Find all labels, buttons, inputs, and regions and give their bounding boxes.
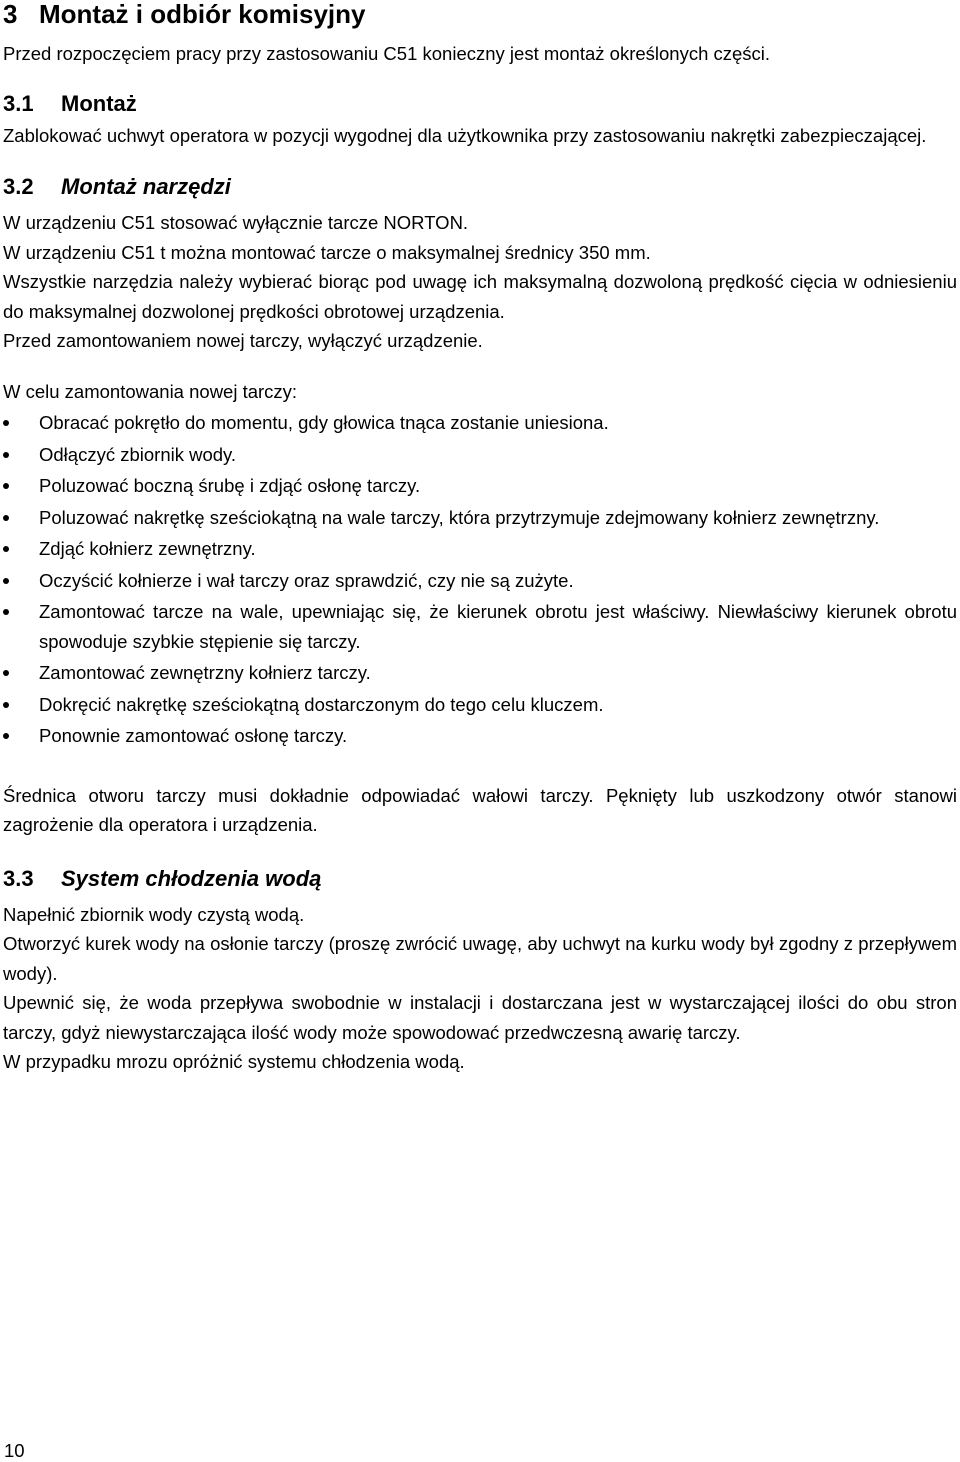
bullet-icon	[3, 609, 9, 615]
section-3-title: Montaż i odbiór komisyjny	[39, 0, 366, 29]
section-3-heading	[3, 1, 957, 27]
bullet-icon	[3, 670, 9, 676]
section-3-number: 3	[3, 0, 18, 29]
section-3-1-number: 3.1	[3, 90, 34, 116]
section-3-2-note: Średnica otworu tarczy musi dokładnie odpowiadać wałowi tarczy. Pęknięty lub uszkodzony otwór stanowi zagrożenie dla operatora i urządzenia.	[3, 784, 957, 835]
section-3-1-text: Zablokować uchwyt operatora w pozycji wygodnej dla użytkownika przy zastosowaniu nakrętki zabezpieczającej.	[3, 124, 927, 146]
list-item: Poluzować nakrętkę sześciokątną na wale tarczy, która przytrzymuje zdejmowany kołnierz zewnętrzny.	[3, 503, 957, 533]
section-3-1-title: Montaż	[61, 90, 137, 116]
mounting-steps-list	[3, 408, 957, 751]
list-item: Zamontować zewnętrzny kołnierz tarczy.	[3, 658, 957, 688]
bullet-icon	[3, 452, 9, 458]
list-item: Zdjąć kołnierz zewnętrzny.	[3, 534, 957, 564]
bullet-icon	[3, 702, 9, 708]
section-3-3-paragraph-3: Upewnić się, że woda przepływa swobodnie w instalacji i dostarczana jest w wystarczającej ilości do obu stron tarczy, gdyż niewystarczająca ilość wody może spowodować przedwczesną awarię tarczy.	[3, 992, 957, 1043]
bullet-icon	[3, 515, 9, 521]
list-item: Obracać pokrętło do momentu, gdy głowica tnąca zostanie uniesiona.	[3, 408, 957, 438]
section-3-2-title: Montaż narzędzi	[61, 174, 231, 199]
list-item: Ponownie zamontować osłonę tarczy.	[3, 721, 957, 751]
list-item: Dokręcić nakrętkę sześciokątną dostarczonym do tego celu kluczem.	[3, 690, 957, 720]
section-3-3-heading	[3, 866, 957, 892]
bullet-icon	[3, 483, 9, 489]
bullet-icon	[3, 578, 9, 584]
section-3-3-paragraph-4: W przypadku mrozu opróżnić systemu chłodzenia wodą.	[3, 1051, 465, 1072]
section-3-3-number: 3.3	[3, 865, 34, 891]
list-item: Poluzować boczną śrubę i zdjąć osłonę tarczy.	[3, 471, 957, 501]
section-3-2-paragraph-3: Wszystkie narzędzia należy wybierać biorąc pod uwagę ich maksymalną dozwoloną prędkość cięcia w odniesieniu do maksymalnej dozwolonej prędkości obrotowej urządzenia.	[3, 271, 957, 322]
bullet-icon	[3, 420, 9, 426]
section-3-2-paragraph-1: W urządzeniu C51 stosować wyłącznie tarcze NORTON.	[3, 212, 469, 233]
section-3-2-list-intro: W celu zamontowania nowej tarczy:	[3, 380, 298, 402]
document-page	[3, 0, 957, 1077]
bullet-icon	[3, 546, 9, 552]
page-number: 10	[4, 1440, 25, 1461]
list-item: Oczyścić kołnierze i wał tarczy oraz sprawdzić, czy nie są zużyte.	[3, 566, 957, 596]
list-item: Odłączyć zbiornik wody.	[3, 440, 957, 470]
section-3-3-paragraph-2: Otworzyć kurek wody na osłonie tarczy (proszę zwrócić uwagę, aby uchwyt na kurku wody był zgodny z przepływem wody).	[3, 933, 957, 984]
section-3-3-title: System chłodzenia wodą	[61, 865, 322, 891]
bullet-icon	[3, 733, 9, 739]
section-3-3-paragraph-1: Napełnić zbiornik wody czystą wodą.	[3, 903, 305, 925]
section-3-2-paragraph-4: Przed zamontowaniem nowej tarczy, wyłączyć urządzenie.	[3, 330, 483, 351]
section-3-2-number: 3.2	[3, 174, 34, 199]
section-3-2-paragraph-2: W urządzeniu C51 t można montować tarcze o maksymalnej średnicy 350 mm.	[3, 241, 651, 263]
section-3-2-heading	[3, 174, 957, 200]
list-item: Zamontować tarcze na wale, upewniając się, że kierunek obrotu jest właściwy. Niewłaściwy kierunek obrotu spowoduje szybkie stępienie się tarczy.	[3, 597, 957, 656]
section-3-1-heading	[3, 91, 957, 117]
section-3-intro: Przed rozpoczęciem pracy przy zastosowaniu C51 konieczny jest montaż określonych części.	[3, 43, 771, 64]
